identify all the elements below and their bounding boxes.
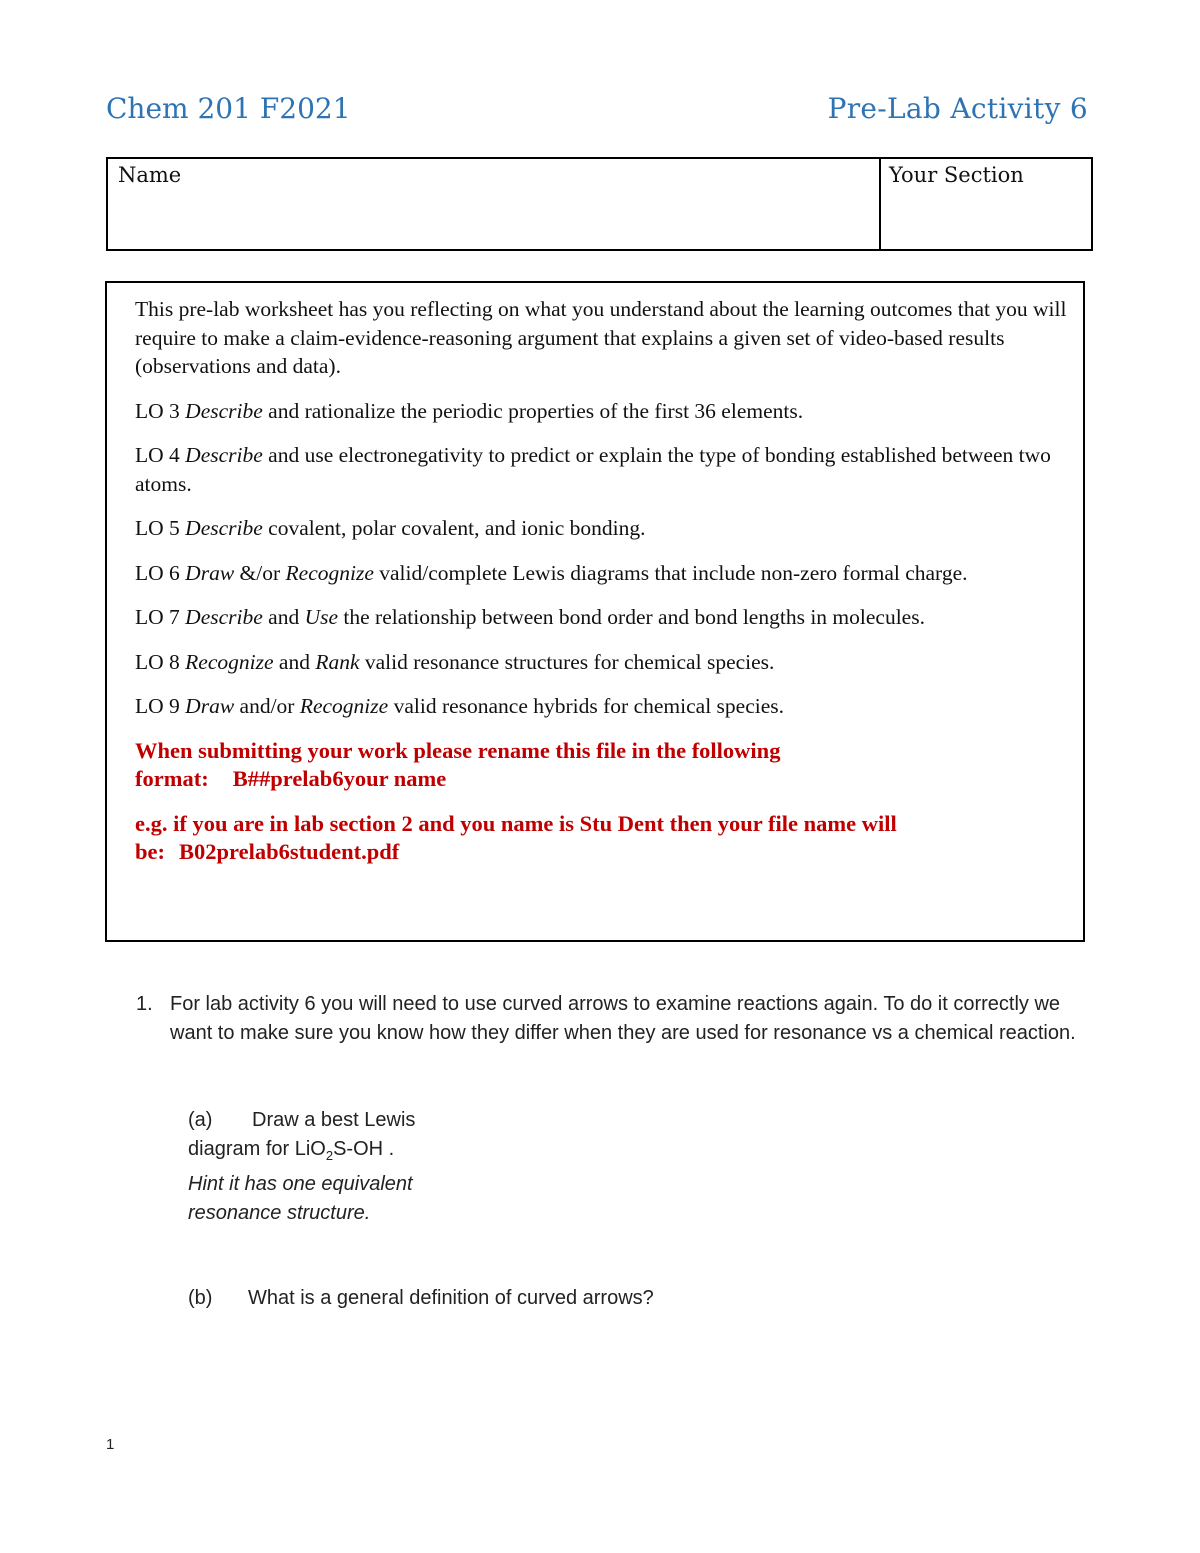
name-label: Name bbox=[118, 163, 182, 187]
learning-outcomes-box bbox=[105, 281, 1085, 942]
learning-outcome-item: LO 5 Describe covalent, polar covalent, and ionic bonding. bbox=[135, 516, 646, 540]
question-1a: (a) Draw a best Lewis diagram for LiO$_2$S-OH . Hint it has one equivalent resonance structure. bbox=[188, 1106, 488, 1228]
learning-outcome-item: LO 7 Describe and Use the relationship between bond order and bond lengths in molecules. bbox=[135, 605, 925, 629]
section-cell[interactable] bbox=[881, 159, 1091, 249]
question-1b bbox=[188, 1284, 654, 1313]
learning-outcome-item: LO 3 Describe and rationalize the periodic properties of the first 36 elements. bbox=[135, 398, 804, 423]
question-1 bbox=[136, 990, 1086, 1048]
question-number: 1. bbox=[136, 993, 153, 1015]
subquestion-label: (a) bbox=[188, 1109, 213, 1131]
section-label: Your Section bbox=[889, 163, 1024, 187]
name-cell[interactable] bbox=[108, 159, 881, 249]
learning-outcome-item: LO 4 Describe and use electronegativity to predict or explain the type of bonding established between two atoms. bbox=[135, 443, 1051, 496]
subquestion-text: What is a general definition of curved arrows? bbox=[248, 1287, 654, 1309]
outcomes-intro: This pre-lab worksheet has you reflecting on what you understand about the learning outcomes that you will require to make a claim-evidence-reasoning argument that explains a given set of video-based results (observations and data). bbox=[135, 297, 1067, 378]
learning-outcome-item: LO 6 Draw &/or Recognize valid/complete Lewis diagrams that include non-zero formal charge. bbox=[135, 560, 968, 585]
hint-text: resonance structure. bbox=[188, 1202, 371, 1224]
filename-example: e.g. if you are in lab section 2 and you name is Stu Dent then your file name will be: B02prelab6student.pdf bbox=[135, 810, 897, 864]
name-section-table bbox=[106, 157, 1093, 251]
subquestion-label: (b) bbox=[188, 1287, 213, 1309]
submission-instructions: When submitting your work please rename this file in the following format: B##prelab6your name bbox=[135, 737, 781, 791]
page-number: 1 bbox=[106, 1436, 115, 1453]
learning-outcome-item: LO 8 Recognize and Rank valid resonance structures for chemical species. bbox=[135, 649, 775, 674]
activity-title: Pre-Lab Activity 6 bbox=[827, 92, 1088, 125]
learning-outcome-item: LO 9 Draw and/or Recognize valid resonance hybrids for chemical species. bbox=[135, 694, 785, 718]
hint-text: Hint it has one equivalent bbox=[188, 1173, 413, 1195]
question-text: For lab activity 6 you will need to use curved arrows to examine reactions again. To do it correctly we want to make sure you know how they differ when they are used for resonance vs a chemical reaction. bbox=[170, 993, 1076, 1044]
course-title: Chem 201 F2021 bbox=[106, 92, 351, 125]
